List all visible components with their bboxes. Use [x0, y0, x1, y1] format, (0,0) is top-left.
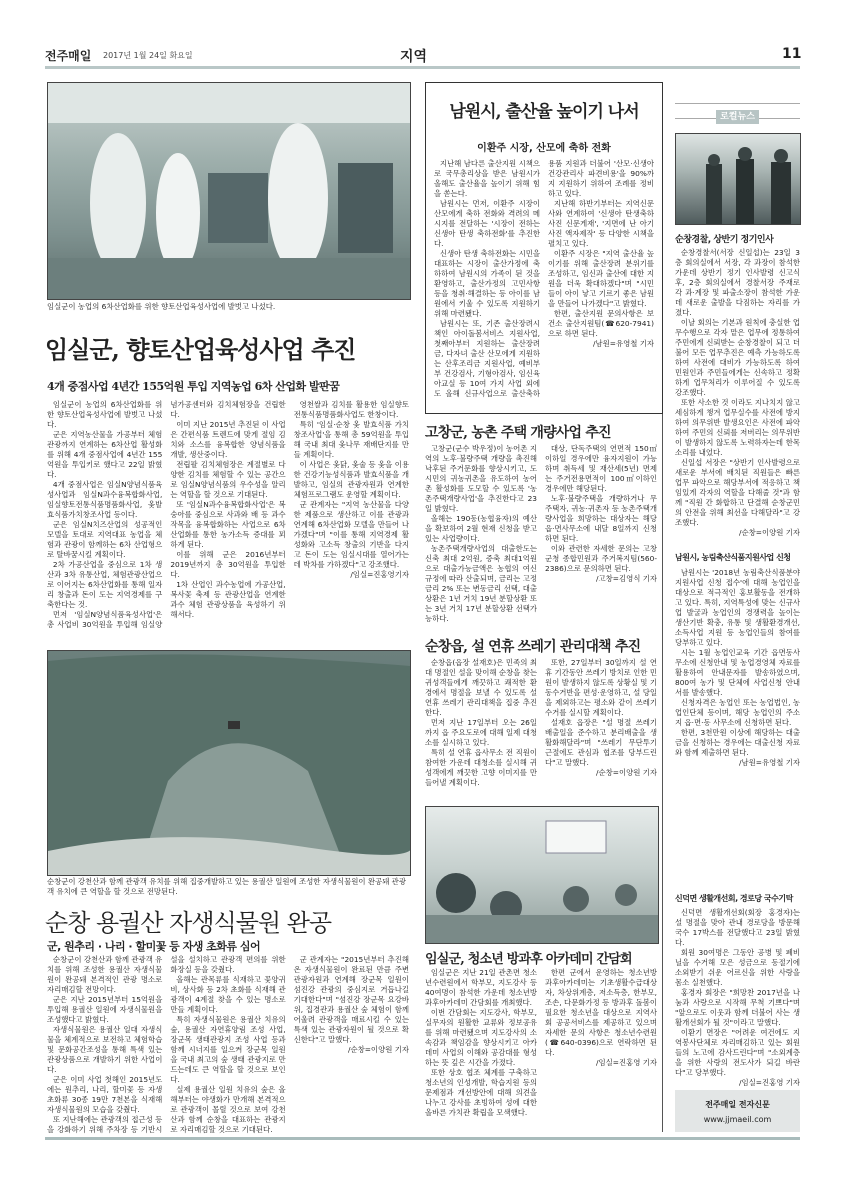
paragraph: 또한 사소한 것 이라도 지나치지 않고 세심하게 챙겨 업무실수를 사전에 방지하여 의무위반 발생요인은 사전에 파악하여 주민의 신뢰를 저버리는 의무위반이 발생하지 않도록 노력하자는데 한목소리를 내었다.	[675, 398, 800, 457]
headline: 남원시, 농림축산식품지원사업 신청	[675, 553, 791, 562]
paragraph: 군은 지역농산물을 가공부터 체험관광까지 연계하는 6차산업 활성화를 위해 4개 중점사업에 4년간 155억원을 투입키로 했다고 22일 밝혔다.	[47, 430, 163, 479]
paragraph: 올해는 190동(농협융자)의 예산을 확보하여 2월 현재 신청을 받고 있는 사업량이다.	[425, 514, 537, 543]
paragraph: 또한 상호 협조 체계를 구축하고 청소년의 인성개발, 학습지원 등의 문제점과 개선방안에 대해 의견을 나누고 강사를 초빙하여 성에 대한 올바른 가치관 확립을 모색했다.	[425, 1068, 537, 1117]
article-body	[434, 159, 654, 407]
byline: /고창=김영식 기자	[595, 574, 657, 583]
e-newspaper-box	[675, 1090, 800, 1132]
paragraph: 이와 관련한 자세한 문의는 고창군청 종합민원과 주거복지팀(560-2386)으로 문의하면 된다.	[545, 544, 657, 573]
e-newspaper-title: 전주매일 전자신문	[705, 1100, 770, 1109]
paragraph: 이번 간담회는 지도강사, 학부모, 실무자의 원활한 교류와 정보공유를 위해 마련됐으며 지도강사의 소속감과 책임감을 향상시키고 아카데미 사업의 이해와 공감대를 형성하는 뜻 깊은 시간을 가졌다.	[425, 1008, 537, 1067]
paragraph: 먼저 '임실N양념식품육성사업'은 총 사업비 30억원을 투입해 임실양념가공센터와 김치체험장을 건립한다.	[47, 400, 286, 629]
paragraph: 이환주 시장은 "지역 출산율 높이기를 위해 출산장려 분위기를 조성하고, 임신과 출산에 대한 지원을 더욱 확대하겠다"며 "시민들이 아이 낳고 기르기 좋은 남원을 만들어 나가겠다"고 밝혔다.	[548, 249, 654, 308]
paragraph: 순창경찰서(서장 신일섭)는 23일 3층 회의실에서 서장, 각 과장이 참석한 가운데 상반기 정기 인사발령 신고식 후, 2층 회의실에서 경찰서장 주재로 각 과·계장 및 파출소장이 참석한 가운데 새로운 출발을 다짐하는 자리를 가졌다.	[675, 248, 800, 317]
byline: /순창=이양원 기자	[595, 768, 657, 777]
paragraph: 특히 '임실·순창 옻 발효식품 가치창조사업'을 통해 총 59억원을 투입해 국내 최대 옻나무 재배단지를 만들 계획이다.	[293, 420, 409, 459]
mountain-illustration	[48, 651, 410, 875]
article-body	[425, 658, 657, 800]
photo-caption: 순창군이 강천산과 함께 관광객 유치를 위해 집중개발하고 있는 용궐산 일원에 조성한 자생식물원이 완공돼 관광객 유치에 큰 역할을 할 것으로 전망된다.	[47, 877, 406, 896]
byline: /임실=진홍영 기자	[595, 1058, 657, 1067]
paragraph: 한편, 출산지원 문의사항은 보건소 출산지원팀(☎620-7941)으로 하면 된다.	[548, 309, 654, 338]
byline: /순창=이양원 기자	[738, 528, 800, 537]
page-number: 11	[782, 46, 802, 62]
paragraph: 영천쌀과 김치를 활용한 임실향토전통식품명품화사업도 한창이다.	[293, 400, 409, 419]
paragraph: 4개 중점사업은 임실N양념식품육성사업과 임실N과수융복합화사업, 임실향토전통식품명품화사업, 옻발효식품가치창조사업 등이다.	[47, 480, 163, 519]
headline: 순창경찰, 상반기 정기인사	[675, 235, 774, 245]
officers-illustration	[676, 134, 800, 224]
paragraph: 농촌주택개량사업의 대출한도는 신축 최대 2억원, 증축 최대1억원으로 대출가능금액은 농협의 여신규정에 따라 산출되며, 금리는 고정금리 2% 또는 변동금리 선택, 대출상환은 1년 거치 19년 분할상환 또는 3년 거치 17년 분할상환 선택가능하다.	[425, 544, 537, 623]
paragraph: 대상, 단독주택의 연면적 150㎡ 이하일 경우에만 융자지원이 가능하며 취득세 및 재산세(5년) 면제는 주거전용면적이 100㎡이하인 경우에만 해당된다.	[545, 444, 657, 493]
paragraph: 한편, 3천만원 이상에 해당하는 대출금을 신청하는 경우에는 대출신청 자료와 함께 제출하면 된다.	[675, 728, 800, 757]
paragraph: 지난해 하반기부터는 지역신문사와 연계하여 '신생아 탄생축하 사진 신문게재', '지면에 난 아기 사진 액자제작' 등 다양한 시책을 펼치고 있다.	[548, 199, 654, 248]
article-body	[425, 444, 657, 630]
headline: 고창군, 농촌 주택 개량사업 추진	[425, 425, 611, 441]
paragraph: 남원시는 또, 기존 출산장려시책인 아이돌봄서비스 지원사업, 첫째아부터 지원하는 출산장려금, 다자녀 출산 산모에게 지원하는 산후조리금 지원사업, 예비부부 건강검사, 기형아검사, 임신육아교실 등 10여 가지 사업 외에도 올해 신규사업으로 출산축하용품 지원과 더불어 '산모·신생아 건강관리사 파견비용'을 90%까지 지원하기 위하여 조례를 정비하고 있다.	[434, 159, 654, 398]
headline: 임실군, 향토산업육성사업 추진	[45, 335, 356, 364]
section-label	[675, 103, 800, 122]
subheadline: 4개 중점사업 4년간 155억원 투입 지역농업 6차 산업화 발판꿈	[47, 380, 340, 393]
byline: /임실=진홍영기자	[350, 570, 409, 579]
paragraph: 이미 지난 2015년 추진된 이 사업은 간편식품 트렌드에 맞게 절임 김치와 소스를 융복합한 양념식품을 개발, 생산중이다.	[170, 420, 286, 459]
article-body	[47, 955, 409, 1135]
paragraph: 이환기 면장은 "어려운 여건에도 지역봉사단체로 자리매김하고 있는 회원들의 노고에 감사드린다"며 "소외계층을 위한 사랑의 전도사가 되길 바란다"고 당부했다.	[675, 1028, 800, 1077]
boxed-article	[425, 82, 663, 414]
paragraph: 설재호 읍장은 "설 명절 쓰레기 배출일을 준수하고 분리배출을 생활화해달라"며 "쓰레기 무단투기 근절에도 관심과 협조를 당부드린다"고 말했다.	[545, 718, 657, 767]
paragraph: 또한, 27일부터 30일까지 설 연휴 기간동안 쓰레기 방치로 인한 민원이 발생하지 않도록 상황실 및 기동수거반을 편성·운영하고, 설 당일을 제외하고는 평소와 같이 쓰레기 수거를 실시할 계획이다.	[545, 658, 657, 717]
article-body	[47, 400, 409, 634]
police-ceremony-photo	[675, 133, 801, 225]
classroom-illustration	[426, 807, 658, 943]
header-rule	[45, 66, 800, 69]
factory-photo	[47, 82, 411, 300]
paragraph: 특히 설 연휴 읍사무소 전 직원이 참여한 가운데 대청소를 실시해 귀성객에게 깨끗한 고향 이미지를 만들어낼 계획이다.	[425, 748, 537, 787]
issue-date: 2017년 1월 24일 화요일	[103, 51, 193, 60]
byline: /남원=유영철 기자	[592, 339, 654, 348]
subheadline: 이환주 시장, 산모에 축하 전화	[477, 143, 611, 154]
article-body	[675, 908, 800, 1086]
byline: /남원=유영철 기자	[738, 758, 800, 767]
footer-rule	[45, 1137, 800, 1140]
factory-workers-illustration	[48, 83, 410, 299]
paragraph: 군은 지난 2015년부터 15억원을 투입해 용궐산 일원에 자생식물원을 조성했다고 밝혔다.	[47, 995, 163, 1024]
photo-caption: 임실군이 농업의 6차산업화를 위한 향토산업육성사업에 발벗고 나섰다.	[47, 302, 276, 311]
paragraph: 지난해 남다른 출산지원 시책으로 국무총리상을 받은 남원시가 올해도 출산율을 높이기 위해 힘을 쏟는다.	[434, 159, 540, 198]
headline: 순창 용궐산 자생식물원 완공	[45, 909, 332, 937]
paragraph: 이를 위해 군은 2016년부터 2019년까지 총 30억원을 투입한다.	[170, 550, 286, 579]
paragraph: 먼저 지난 17일부터 오는 26일까지 읍 주요도로에 대해 일제 대청소를 실시하고 있다.	[425, 718, 537, 747]
paragraph: 특히 자생식물원은 용궐산 치유의 숲, 용궐산 자연휴양림 조성 사업, 장군목 생태관광지 조성 사업 등과 함께 시너지를 일으켜 장군목 일원을 국내 최고의 숲 생태 관광지로 만드는데도 큰 역할을 할 것으로 보인다.	[170, 1015, 286, 1084]
meeting-photo	[425, 806, 659, 944]
paragraph: 2차 가공산업을 중심으로 1차 생산과 3차 유통산업, 체험관광산업으로 이어지는 6차산업화를 통해 일자리 창출과 돈이 도는 지역경제를 구축한다는 것.	[47, 560, 163, 609]
headline: 임실군, 청소년 방과후 아카데미 간담회	[425, 952, 632, 967]
paragraph: 임실군이 농업의 6차산업화를 위한 향토산업육성사업에 발벗고 나섰다.	[47, 400, 163, 429]
newspaper-name: 전주매일	[45, 49, 92, 63]
paragraph: 군 관계자는 "2015년부터 추진해온 자생식물원이 완료된 만큼 주변 관광자원과 연계해 장군목 일원이 섬진강 관광의 중심지로 거듭나길 기대한다"며 "섬진강 장군목 요강바위, 집경관과 용궐산 숲 체험이 함께 어울려 관광객을 매료시킬 수 있는 특색 있는 관광자원이 될 것으로 확신한다"고 말했다.	[293, 955, 409, 1044]
paragraph: 이날 회의는 기본과 원칙에 충실한 업무수행으로 각자 맡은 업무에 정통하여 주민에게 신뢰받는 순창경찰이 되고 더불어 모든 업무추진은 예측 가능하도록 하여 사전에 대비가 가능하도록 하여 민원인과 주민들에게는 신속하고 정확하게 업무처리가 이루어질 수 있도록 강조했다.	[675, 318, 800, 397]
headline: 순창읍, 설 연휴 쓰레기 관리대책 추진	[425, 639, 641, 655]
paragraph: 신일섭 서장은 "상반기 인사발령으로 새로운 부서에 배치된 직원들은 빠른 업무 파악으로 해당부서에 적응하고 책임있게 각자의 역할을 다해줄 것"과 함께 "직원 간 화합하고 단결해 순창군민의 안전을 위해 최선을 다해달라"고 강조했다.	[675, 458, 800, 527]
subheadline: 군, 원추리 · 나리 · 할미꽃 등 자생 초화류 심어	[47, 940, 261, 953]
paragraph: 시는 1월 농업인교육 기간 읍면동사무소에 신청안내 및 농업경영체 자료를 활용하여 안내문자를 발송하였으며, 800여 농가 및 단체에 사업신청 안내서를 발송했다.	[675, 648, 800, 697]
article-body	[425, 968, 657, 1134]
paragraph: 남원시는 먼저, 이환주 시장이 산모에게 축하 전화와 격려의 메시지를 전달하는 '시장이 전하는 신생아 탄생 축하전화'를 추진한다.	[434, 199, 540, 248]
paragraph: 신덕면 생활개선회(회장 홍경자)는 설 명절을 맞아 관내 경로당을 방문해 국수 17박스를 전달했다고 23일 밝혔다.	[675, 908, 800, 947]
paragraph: 자생식물원은 용궐산 일대 자생식물을 체계적으로 보전하고 체험학습 및 문화공간조성을 통해 특색 있는 관광상품으로 개발하기 위한 사업이다.	[47, 1025, 163, 1074]
paragraph: 군은 이미 사업 첫해인 2015년도에는 원추리, 나리, 할미꽃 등 자생 초화류 30종 19만 7천본을 식재해 자생식물원의 모습을 갖췄다.	[47, 1075, 163, 1114]
paragraph: 회원 30여명은 그동안 공병 및 폐비닐을 수거해 모은 성금으로 동절기에 소외받기 쉬운 어르신을 위한 사랑을 몸소 실천했다.	[675, 948, 800, 987]
paragraph: 고창군(군수 박우정)이 농어촌 지역의 노후·불량주택 개량을 촉진해 낙후된 주거문화를 향상시키고, 도시민의 귀농귀촌을 유도하여 농어촌 활성화를 도모할 수 있도록 '농촌주택개량사업'을 추진한다고 23일 밝혔다.	[425, 444, 537, 513]
paragraph: 홍경자 회장은 "희망찬 2017년을 나눔과 사랑으로 시작해 무척 기쁘다"며 "앞으로도 이웃과 함께 더불어 사는 생활개선회가 될 것"이라고 말했다.	[675, 988, 800, 1027]
paragraph: 올해는 관목류를 식재하고 꽃양귀비, 상사화 등 2차 초화를 식재해 관광객이 4계절 찾을 수 있는 명소로 만들 계획이다.	[170, 975, 286, 1014]
byline: /순창=이양원 기자	[347, 1045, 409, 1054]
section-title: 지역	[400, 49, 428, 65]
paragraph: 1차 산업인 과수농업에 가공산업, 복사꽃 축제 등 관광산업을 연계한 과수 체험 관광상품을 육성하기 위해서다.	[170, 580, 286, 619]
paragraph: 순창읍(읍장 설재호)은 민족의 최대 명절인 설을 맞이해 순창을 찾는 귀성객들에게 깨끗하고 쾌적한 환경에서 명절을 보낼 수 있도록 설 연휴 쓰레기 관리대책을 집중 추진한다.	[425, 658, 537, 717]
mountain-garden-photo	[47, 650, 411, 876]
byline: /임실=진홍영 기자	[738, 1078, 800, 1086]
paragraph: 군 관계자는 "지역 농산물을 다양한 제품으로 생산하고 이를 관광과 연계해 6차산업화 모델을 만들어 나가겠다"며 "이를 통해 지역경제 활성화와 고소득 창출의 기반을 다지고 돈이 도는 임실시대를 열어가는 데 박차를 가하겠다"고 강조했다.	[293, 500, 409, 569]
headline: 신덕면 생활개선회, 경로당 국수기탁	[675, 894, 793, 903]
paragraph: 신청자격은 농업인 또는 농업법인, 농업인단체 등이며, 해당 농업인의 주소지 읍·면·동 사무소에 신청하면 된다.	[675, 698, 800, 727]
paragraph: 이 사업은 옻닭, 옻술 등 옻을 이용한 건강기능성식품과 발효식품을 개발하고, 임실의 관광자원과 연계한 체험프로그램도 운영할 계획이다.	[293, 460, 409, 499]
article-body	[675, 568, 800, 884]
paragraph: 실제 용궐산 일원 치유의 숲은 올해부터는 야생화가 만개해 본격적으로 관광객이 몰릴 것으로 보여 강천산과 함께 순창을 대표하는 관광지로 자리매김할 것으로 기대된다.	[170, 1085, 286, 1134]
headline: 남원시, 출산율 높이기 나서	[449, 102, 639, 122]
paragraph: 군은 임실N치즈산업의 성공적인 모델을 토대로 지역대표 농업을 체험과 관광이 함께하는 6차 산업형으로 탈바꿈시킬 계획이다.	[47, 520, 163, 559]
section-label-text: 로컬뉴스	[716, 110, 759, 124]
paragraph: 또 '임실N과수융복합화사업'은 복숭아를 중심으로 사과와 배 등 과수작목을 융복합화하는 사업으로 6차산업화를 통한 농가소득 증대를 꾀하게 된다.	[170, 500, 286, 549]
article-body	[675, 248, 800, 542]
paragraph: 임실군은 지난 21일 관촌면 청소년수련원에서 학부모, 지도강사 등 40여명이 참석한 가운데 청소년방과후아카데미 간담회를 개최했다.	[425, 968, 537, 1007]
paragraph: 남원시는 '2018년 농림축산식품분야 지원사업 신청 접수'에 대해 농업인을 대상으로 적극적인 홍보활동을 전개하고 있다. 특히, 지역특성에 맞는 신규사업 발굴과 농업인의 경쟁력을 높이는 생산기반 확충, 유통 및 생활환경개선, 소득사업 지원 등 농업인들의 참여를 당부하고 있다.	[675, 568, 800, 647]
e-newspaper-link[interactable]: www.jjmaeil.com	[703, 1115, 772, 1124]
paragraph: 노후·불량주택을 개량하거나 무주택자, 귀농·귀촌자 등 농촌주택개량사업을 희망하는 대상자는 해당 읍·면사무소에 내달 8일까지 신청하면 된다.	[545, 494, 657, 543]
paragraph: 또 지난해에는 관광객의 접근성 등을 강화하기 위해 주차장 등 기반시설을 설치하고 관광객 편의를 위한 화장실 등을 갖췄다.	[47, 955, 286, 1134]
paragraph: 전립팔 김치체험장은 계절별로 다양한 김치를 체험할 수 있는 공간으로 임실N양념식품의 우수성을 알리는 역할을 할 것으로 기대된다.	[170, 460, 286, 499]
paragraph: 순창군이 강천산과 함께 관광객 유치를 위해 조성한 용궐산 자생식물원이 완공돼 본격적인 관광 명소로 자리매김할 전망이다.	[47, 955, 163, 994]
paragraph: 신생아 탄생 축하전화는 시민을 대표하는 시장이 출산가정에 축하하여 남원시의 가족이 된 것을 환영하고, 출산가정의 고민사항 등을 청취·해결하는 등 아이를 남원에서 키울 수 있도록 지원하기 위해 마련됐다.	[434, 249, 540, 318]
paragraph: 한편 군에서 운영하는 청소년방과후아카데미는 기초생활수급대상자, 차상위계층, 저소득층, 한부모, 조손, 다문화가정 등 방과후 돌봄이 필요한 청소년을 대상으로 지역사회 공공서비스를 제공하고 있으며 자세한 문의 사항은 청소년수련원(☎640-0396)으로 연락하면 된다.	[545, 968, 657, 1057]
